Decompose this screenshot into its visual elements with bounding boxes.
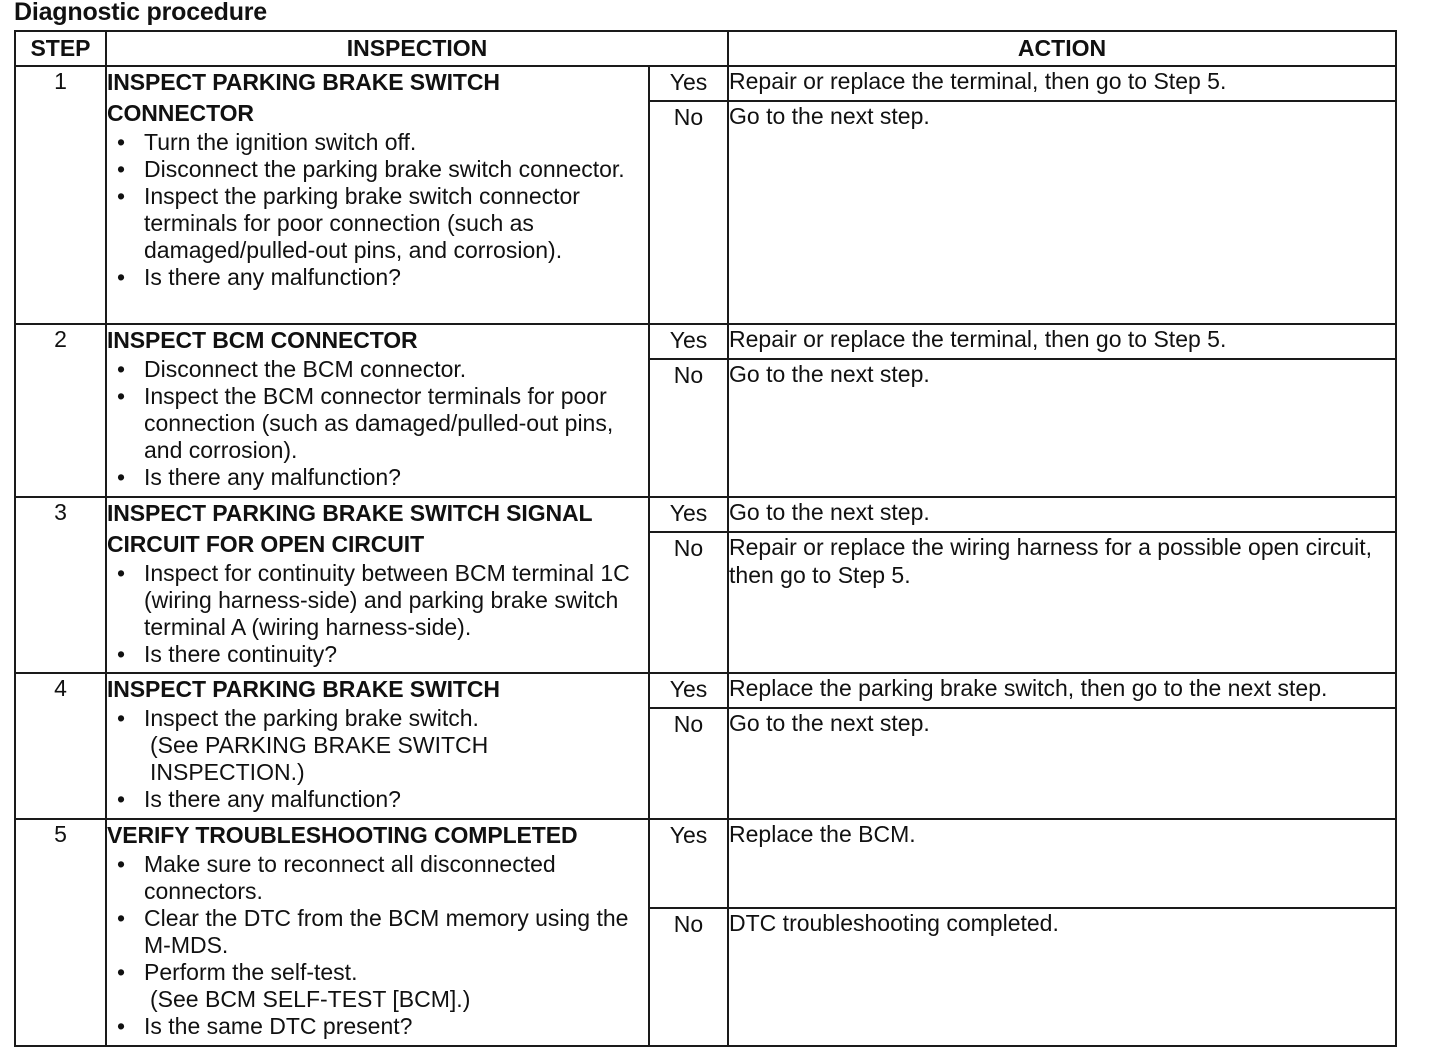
step-title-line: CIRCUIT FOR OPEN CIRCUIT bbox=[107, 531, 425, 557]
step-group-1 bbox=[15, 66, 1396, 324]
page-title: Diagnostic procedure bbox=[14, 0, 267, 26]
step-number: 2 bbox=[15, 324, 106, 497]
step-title-line: VERIFY TROUBLESHOOTING COMPLETED bbox=[107, 822, 578, 848]
step-5-yes-row bbox=[15, 819, 1396, 908]
step-2-yes-row bbox=[15, 324, 1396, 359]
step-inspection bbox=[106, 673, 649, 819]
no-action: DTC troubleshooting completed. bbox=[728, 908, 1396, 1046]
step-bullet-text: Inspect the parking brake switch. bbox=[144, 705, 479, 731]
step-title bbox=[107, 674, 648, 705]
step-group-2 bbox=[15, 324, 1396, 497]
no-label: No bbox=[649, 359, 728, 497]
step-bullet: • Is there any malfunction? bbox=[107, 464, 648, 491]
action-header: ACTION bbox=[728, 31, 1396, 66]
step-number: 3 bbox=[15, 497, 106, 673]
step-bullet: • Is there any malfunction? bbox=[107, 786, 648, 813]
step-4-yes-row bbox=[15, 673, 1396, 708]
yes-action: Replace the BCM. bbox=[728, 819, 1396, 908]
no-action: Go to the next step. bbox=[728, 708, 1396, 819]
step-title-line: INSPECT PARKING BRAKE SWITCH bbox=[107, 69, 500, 95]
step-bullet-list bbox=[107, 851, 648, 1040]
diagnostic-procedure-table bbox=[14, 30, 1397, 1047]
step-title bbox=[107, 820, 648, 851]
no-label: No bbox=[649, 532, 728, 673]
inspection-header: INSPECTION bbox=[106, 31, 728, 66]
step-inspection bbox=[106, 497, 649, 673]
step-inspection bbox=[106, 324, 649, 497]
header-row bbox=[15, 31, 1396, 66]
no-label: No bbox=[649, 101, 728, 324]
step-bullet bbox=[107, 959, 648, 1013]
yes-action: Repair or replace the terminal, then go to Step 5. bbox=[728, 66, 1396, 101]
step-bullet-text: Perform the self-test. bbox=[144, 959, 358, 985]
step-group-4 bbox=[15, 673, 1396, 819]
step-group-5 bbox=[15, 819, 1396, 1046]
step-bullet-list bbox=[107, 705, 648, 813]
step-title-line: CONNECTOR bbox=[107, 100, 254, 126]
step-bullet: • Disconnect the parking brake switch connector. bbox=[107, 156, 648, 183]
step-number: 4 bbox=[15, 673, 106, 819]
step-bullet: • Is the same DTC present? bbox=[107, 1013, 648, 1040]
step-bullet: • Disconnect the BCM connector. bbox=[107, 356, 648, 383]
yes-action: Replace the parking brake switch, then go to the next step. bbox=[728, 673, 1396, 708]
step-title-line: INSPECT PARKING BRAKE SWITCH bbox=[107, 676, 500, 702]
step-bullet-list bbox=[107, 129, 648, 291]
step-number: 1 bbox=[15, 66, 106, 324]
step-title bbox=[107, 67, 648, 129]
step-bullet: • Is there any malfunction? bbox=[107, 264, 648, 291]
reference-note: (See PARKING BRAKE SWITCH INSPECTION.) bbox=[150, 732, 489, 785]
yes-label: Yes bbox=[649, 673, 728, 708]
step-bullet: • Make sure to reconnect all disconnected connectors. bbox=[107, 851, 648, 905]
yes-label: Yes bbox=[649, 497, 728, 532]
step-1-yes-row bbox=[15, 66, 1396, 101]
step-title-line: INSPECT PARKING BRAKE SWITCH SIGNAL bbox=[107, 500, 593, 526]
step-header: STEP bbox=[15, 31, 106, 66]
step-group-3 bbox=[15, 497, 1396, 673]
step-number: 5 bbox=[15, 819, 106, 1046]
step-bullet: • Turn the ignition switch off. bbox=[107, 129, 648, 156]
yes-action: Go to the next step. bbox=[728, 497, 1396, 532]
step-bullet-list bbox=[107, 560, 648, 668]
yes-label: Yes bbox=[649, 324, 728, 359]
step-title bbox=[107, 498, 648, 560]
step-title bbox=[107, 325, 648, 356]
no-label: No bbox=[649, 908, 728, 1046]
step-bullet-list bbox=[107, 356, 648, 491]
step-bullet: • Inspect the parking brake switch connector terminals for poor connection (such as damaged/pulled-out pins, and corrosion). bbox=[107, 183, 648, 264]
yes-action: Repair or replace the terminal, then go to Step 5. bbox=[728, 324, 1396, 359]
step-inspection bbox=[106, 819, 649, 1046]
step-bullet: • Inspect the BCM connector terminals for poor connection (such as damaged/pulled-out pins, and corrosion). bbox=[107, 383, 648, 464]
step-bullet bbox=[107, 705, 648, 786]
no-action: Go to the next step. bbox=[728, 101, 1396, 324]
no-label: No bbox=[649, 708, 728, 819]
step-3-yes-row bbox=[15, 497, 1396, 532]
step-bullet: • Inspect for continuity between BCM terminal 1C (wiring harness-side) and parking brake switch terminal A (wiring harness-side). bbox=[107, 560, 648, 641]
yes-label: Yes bbox=[649, 66, 728, 101]
step-bullet: • Clear the DTC from the BCM memory using the M-MDS. bbox=[107, 905, 648, 959]
reference-note: (See BCM SELF-TEST [BCM].) bbox=[150, 986, 471, 1012]
step-inspection bbox=[106, 66, 649, 324]
step-title-line: INSPECT BCM CONNECTOR bbox=[107, 327, 418, 353]
no-action: Repair or replace the wiring harness for a possible open circuit, then go to Step 5. bbox=[728, 532, 1396, 673]
yes-label: Yes bbox=[649, 819, 728, 908]
step-bullet: • Is there continuity? bbox=[107, 641, 648, 668]
no-action: Go to the next step. bbox=[728, 359, 1396, 497]
